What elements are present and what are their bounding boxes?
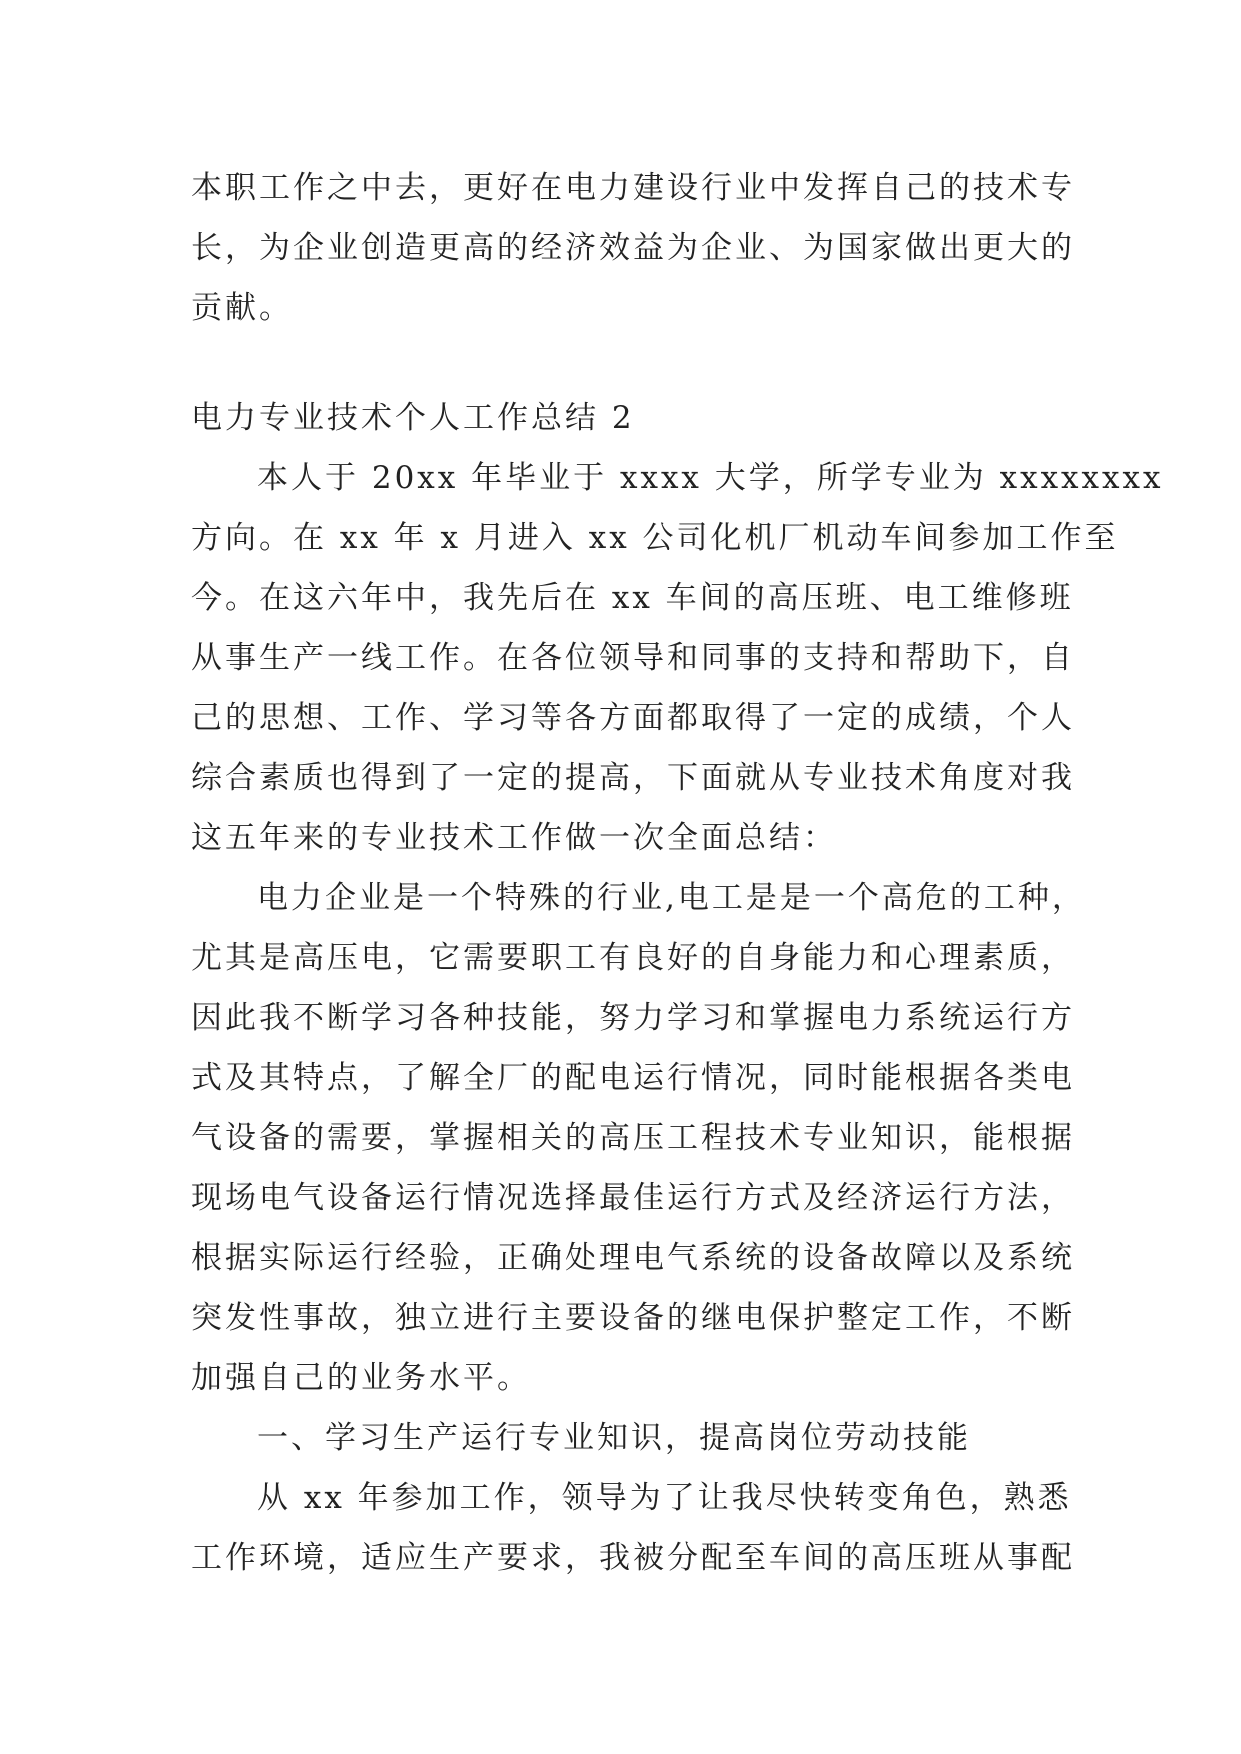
text-line: 气设备的需要，掌握相关的高压工程技术专业知识，能根据 — [191, 1120, 1075, 1156]
subsection-heading: 一、学习生产运行专业知识，提高岗位劳动技能 — [257, 1420, 971, 1456]
text-line: 尤其是高压电，它需要职工有良好的自身能力和心理素质， — [191, 940, 1075, 976]
text-line: 加强自己的业务水平。 — [191, 1360, 531, 1396]
text-line: 式及其特点，了解全厂的配电运行情况，同时能根据各类电 — [191, 1060, 1075, 1096]
text-line: 方向。在 xx 年 x 月进入 xx 公司化机厂机动车间参加工作至 — [191, 520, 1119, 556]
text-line: 这五年来的专业技术工作做一次全面总结： — [191, 820, 837, 856]
continuation-paragraph — [191, 158, 1075, 338]
section-title: 电力专业技术个人工作总结 2 — [191, 400, 635, 436]
text-line: 因此我不断学习各种技能，努力学习和掌握电力系统运行方 — [191, 1000, 1075, 1036]
text-line: 从 xx 年参加工作，领导为了让我尽快转变角色，熟悉 — [257, 1480, 1072, 1516]
text-line: 突发性事故，独立进行主要设备的继电保护整定工作，不断 — [191, 1300, 1075, 1336]
text-line: 本职工作之中去，更好在电力建设行业中发挥自己的技术专 — [191, 170, 1075, 206]
text-line: 根据实际运行经验，正确处理电气系统的设备故障以及系统 — [191, 1240, 1075, 1276]
text-line: 从事生产一线工作。在各位领导和同事的支持和帮助下，自 — [191, 640, 1075, 676]
text-line: 长，为企业创造更高的经济效益为企业、为国家做出更大的 — [191, 230, 1075, 266]
text-line: 工作环境，适应生产要求，我被分配至车间的高压班从事配 — [191, 1540, 1075, 1576]
text-line: 综合素质也得到了一定的提高，下面就从专业技术角度对我 — [191, 760, 1075, 796]
text-line: 电力企业是一个特殊的行业,电工是是一个高危的工种， — [257, 880, 1086, 916]
section-2 — [191, 388, 1164, 1588]
text-line: 本人于 20xx 年毕业于 xxxx 大学，所学专业为 xxxxxxxx — [257, 460, 1164, 496]
text-line: 己的思想、工作、学习等各方面都取得了一定的成绩，个人 — [191, 700, 1075, 736]
text-line: 现场电气设备运行情况选择最佳运行方式及经济运行方法， — [191, 1180, 1075, 1216]
text-line: 贡献。 — [191, 290, 293, 326]
text-line: 今。在这六年中，我先后在 xx 车间的高压班、电工维修班 — [191, 580, 1074, 616]
